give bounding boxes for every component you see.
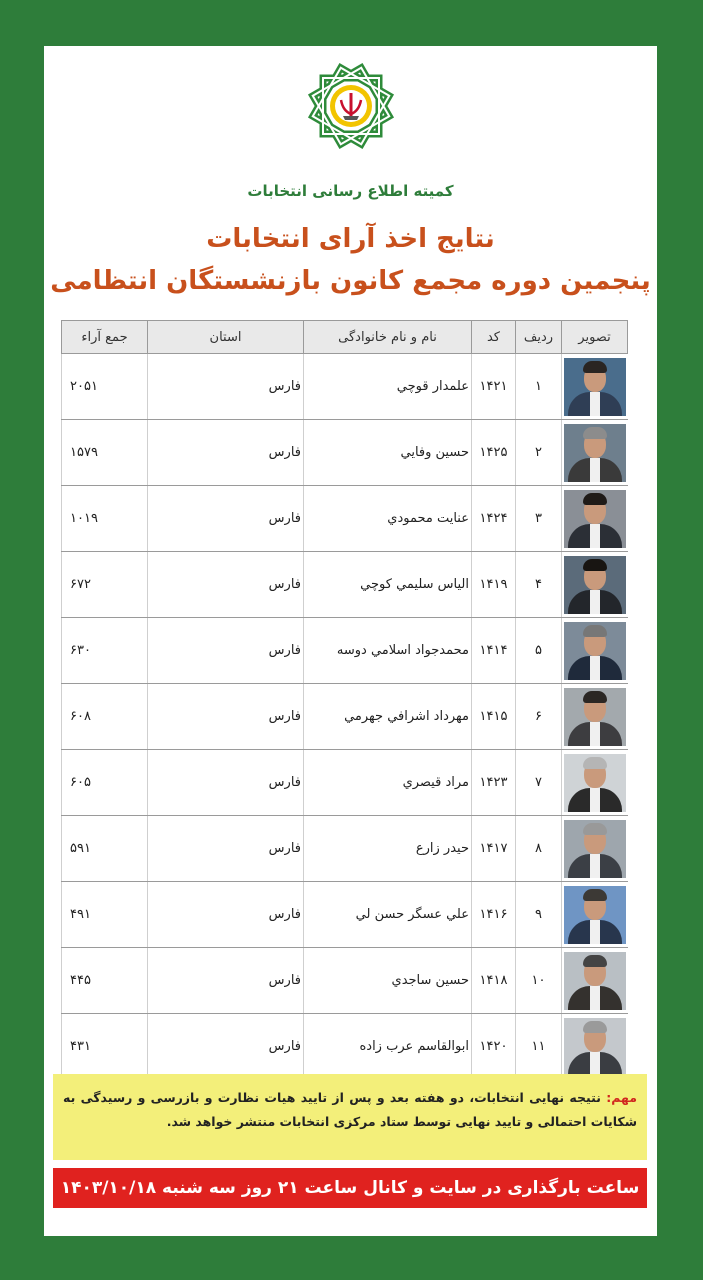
- province-cell: فارس: [148, 1014, 304, 1080]
- portrait-image: [564, 952, 626, 1010]
- table-row: [62, 948, 628, 1014]
- table-row: [62, 1014, 628, 1080]
- table-row: [62, 486, 628, 552]
- candidate-photo: [562, 420, 628, 486]
- row-number-cell: ۸: [516, 816, 562, 882]
- results-poster: [44, 46, 657, 1236]
- header-province: استان: [148, 321, 304, 354]
- candidate-photo: [562, 486, 628, 552]
- portrait-image: [564, 424, 626, 482]
- votes-cell: ۶۰۵: [62, 750, 148, 816]
- code-cell: ۱۴۲۳: [472, 750, 516, 816]
- name-cell: حسين وفايي: [304, 420, 472, 486]
- votes-cell: ۲۰۵۱: [62, 354, 148, 420]
- portrait-image: [564, 490, 626, 548]
- emblem-logo: [301, 56, 401, 156]
- table-row: [62, 552, 628, 618]
- candidate-photo: [562, 684, 628, 750]
- table-header-row: [62, 321, 628, 354]
- code-cell: ۱۴۱۹: [472, 552, 516, 618]
- candidate-photo: [562, 552, 628, 618]
- portrait-image: [564, 688, 626, 746]
- votes-cell: ۴۴۵: [62, 948, 148, 1014]
- code-cell: ۱۴۱۶: [472, 882, 516, 948]
- name-cell: ابوالقاسم عرب زاده: [304, 1014, 472, 1080]
- header-votes: جمع آراء: [62, 321, 148, 354]
- header-photo: تصویر: [562, 321, 628, 354]
- candidate-photo: [562, 882, 628, 948]
- table-row: [62, 354, 628, 420]
- province-cell: فارس: [148, 816, 304, 882]
- name-cell: حسين ساجدي: [304, 948, 472, 1014]
- header-name: نام و نام خانوادگی: [304, 321, 472, 354]
- code-cell: ۱۴۲۵: [472, 420, 516, 486]
- candidate-photo: [562, 816, 628, 882]
- province-cell: فارس: [148, 948, 304, 1014]
- results-table: [61, 320, 628, 1080]
- page-title: نتایج اخذ آرای انتخابات: [206, 224, 495, 254]
- code-cell: ۱۴۱۵: [472, 684, 516, 750]
- header-row-number: ردیف: [516, 321, 562, 354]
- code-cell: ۱۴۲۰: [472, 1014, 516, 1080]
- row-number-cell: ۷: [516, 750, 562, 816]
- row-number-cell: ۱: [516, 354, 562, 420]
- row-number-cell: ۳: [516, 486, 562, 552]
- portrait-image: [564, 358, 626, 416]
- name-cell: محمدجواد اسلامي دوسه: [304, 618, 472, 684]
- province-cell: فارس: [148, 486, 304, 552]
- row-number-cell: ۲: [516, 420, 562, 486]
- votes-cell: ۱۰۱۹: [62, 486, 148, 552]
- votes-cell: ۱۵۷۹: [62, 420, 148, 486]
- row-number-cell: ۱۱: [516, 1014, 562, 1080]
- name-cell: علمدار قوچي: [304, 354, 472, 420]
- province-cell: فارس: [148, 354, 304, 420]
- table-row: [62, 882, 628, 948]
- portrait-image: [564, 1018, 626, 1076]
- notice-box: [53, 1074, 647, 1160]
- table-row: [62, 618, 628, 684]
- code-cell: ۱۴۱۸: [472, 948, 516, 1014]
- notice-label: مهم:: [606, 1090, 637, 1105]
- row-number-cell: ۴: [516, 552, 562, 618]
- row-number-cell: ۱۰: [516, 948, 562, 1014]
- name-cell: مراد قيصري: [304, 750, 472, 816]
- province-cell: فارس: [148, 420, 304, 486]
- province-cell: فارس: [148, 552, 304, 618]
- candidate-photo: [562, 948, 628, 1014]
- portrait-image: [564, 622, 626, 680]
- upload-time-banner: ساعت بارگذاری در سایت و کانال ساعت ۲۱ روز سه شنبه ۱۴۰۳/۱۰/۱۸: [53, 1168, 647, 1208]
- votes-cell: ۵۹۱: [62, 816, 148, 882]
- table-row: [62, 684, 628, 750]
- province-cell: فارس: [148, 684, 304, 750]
- page-subtitle: پنجمین دوره مجمع کانون بازنشستگان انتظامی: [50, 266, 651, 296]
- table-row: [62, 816, 628, 882]
- name-cell: حيدر زارع: [304, 816, 472, 882]
- header-code: کد: [472, 321, 516, 354]
- portrait-image: [564, 556, 626, 614]
- votes-cell: ۴۹۱: [62, 882, 148, 948]
- row-number-cell: ۵: [516, 618, 562, 684]
- name-cell: مهرداد اشرافي جهرمي: [304, 684, 472, 750]
- portrait-image: [564, 754, 626, 812]
- votes-cell: ۴۳۱: [62, 1014, 148, 1080]
- candidate-photo: [562, 618, 628, 684]
- name-cell: عنايت محمودي: [304, 486, 472, 552]
- committee-title: کمیته اطلاع رسانی انتخابات: [247, 182, 454, 200]
- portrait-image: [564, 886, 626, 944]
- table-row: [62, 420, 628, 486]
- code-cell: ۱۴۱۷: [472, 816, 516, 882]
- candidate-photo: [562, 1014, 628, 1080]
- table-row: [62, 750, 628, 816]
- candidate-photo: [562, 750, 628, 816]
- votes-cell: ۶۳۰: [62, 618, 148, 684]
- province-cell: فارس: [148, 618, 304, 684]
- code-cell: ۱۴۲۴: [472, 486, 516, 552]
- notice-text: نتیجه نهایی انتخابات، دو هفته بعد و پس از تایید هیات نظارت و بازرسی و رسیدگی به شکایات احتمالی و تایید نهایی توسط ستاد مرکزی انتخابات منتشر خواهد شد.: [63, 1090, 637, 1129]
- votes-cell: ۶۰۸: [62, 684, 148, 750]
- name-cell: علي عسگر حسن لي: [304, 882, 472, 948]
- row-number-cell: ۹: [516, 882, 562, 948]
- code-cell: ۱۴۱۴: [472, 618, 516, 684]
- code-cell: ۱۴۲۱: [472, 354, 516, 420]
- portrait-image: [564, 820, 626, 878]
- province-cell: فارس: [148, 882, 304, 948]
- name-cell: الياس سليمي كوچي: [304, 552, 472, 618]
- candidate-photo: [562, 354, 628, 420]
- province-cell: فارس: [148, 750, 304, 816]
- votes-cell: ۶۷۲: [62, 552, 148, 618]
- row-number-cell: ۶: [516, 684, 562, 750]
